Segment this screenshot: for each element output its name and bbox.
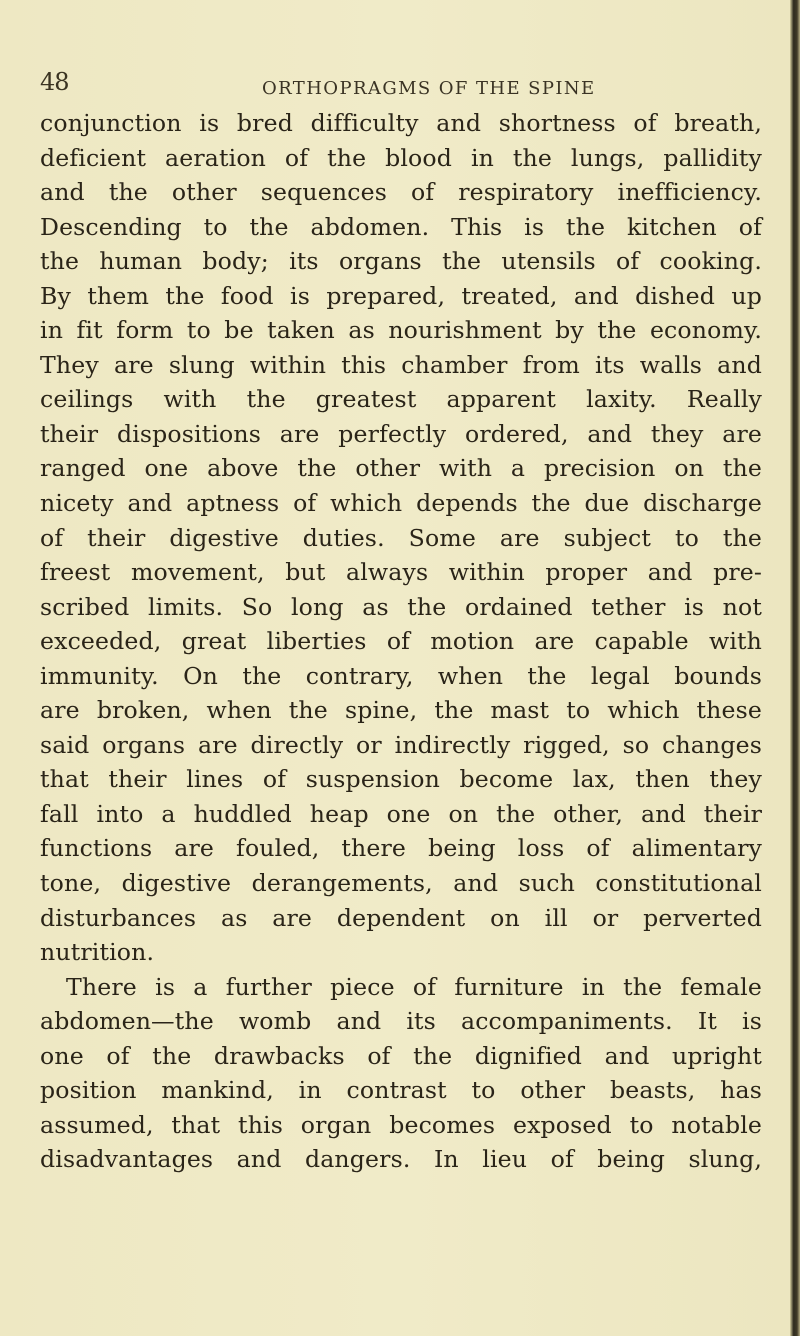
- text-line: said organs are directly or indirectly rigged, so changes: [40, 730, 762, 759]
- text-line: their dispositions are perfectly ordered, and they are: [40, 419, 762, 448]
- page-edge-shadow: [790, 0, 800, 1336]
- text-line: There is a further piece of furniture in the female: [66, 972, 762, 1001]
- body-text: [40, 106, 762, 1177]
- text-line: ceilings with the greatest apparent laxity. Really: [40, 385, 762, 414]
- text-line: immunity. On the contrary, when the legal bounds: [40, 661, 762, 690]
- text-line: They are slung within this chamber from its walls and: [40, 350, 762, 379]
- text-line: freest movement, but always within proper and pre-: [40, 558, 762, 587]
- text-line: deficient aeration of the blood in the lungs, pallidity: [40, 143, 762, 172]
- text-line: scribed limits. So long as the ordained tether is not: [40, 592, 762, 621]
- running-head: ORTHOPRAGMS OF THE SPINE: [262, 78, 596, 99]
- text-line: are broken, when the spine, the mast to which these: [40, 696, 762, 725]
- page-number: 48: [40, 68, 69, 96]
- text-line: assumed, that this organ becomes exposed to notable: [40, 1110, 762, 1139]
- text-line: and the other sequences of respiratory inefficiency.: [40, 178, 762, 207]
- text-line: fall into a huddled heap one on the other, and their: [40, 799, 762, 828]
- text-line: the human body; its organs the utensils of cooking.: [40, 247, 762, 276]
- text-line: exceeded, great liberties of motion are capable with: [40, 627, 762, 656]
- text-line: Descending to the abdomen. This is the kitchen of: [40, 212, 762, 241]
- text-line: disturbances as are dependent on ill or perverted: [40, 903, 762, 932]
- text-line: conjunction is bred difficulty and shortness of breath,: [40, 109, 762, 137]
- text-line: ranged one above the other with a precision on the: [40, 454, 762, 483]
- text-line: position mankind, in contrast to other beasts, has: [40, 1076, 762, 1105]
- text-line: nutrition.: [40, 938, 155, 967]
- text-line: of their digestive duties. Some are subject to the: [40, 523, 762, 552]
- text-line: functions are fouled, there being loss of alimentary: [40, 834, 762, 863]
- text-line: in fit form to be taken as nourishment by the economy.: [40, 316, 762, 345]
- text-line: tone, digestive derangements, and such constitutional: [40, 869, 762, 898]
- text-line: By them the food is prepared, treated, and dished up: [40, 281, 762, 310]
- text-line: nicety and aptness of which depends the due discharge: [40, 489, 762, 518]
- text-line: one of the drawbacks of the dignified and upright: [40, 1041, 762, 1070]
- text-line: abdomen—the womb and its accompaniments. It is: [40, 1007, 762, 1036]
- text-line: disadvantages and dangers. In lieu of being slung,: [40, 1145, 762, 1174]
- text-line: that their lines of suspension become lax, then they: [40, 765, 762, 794]
